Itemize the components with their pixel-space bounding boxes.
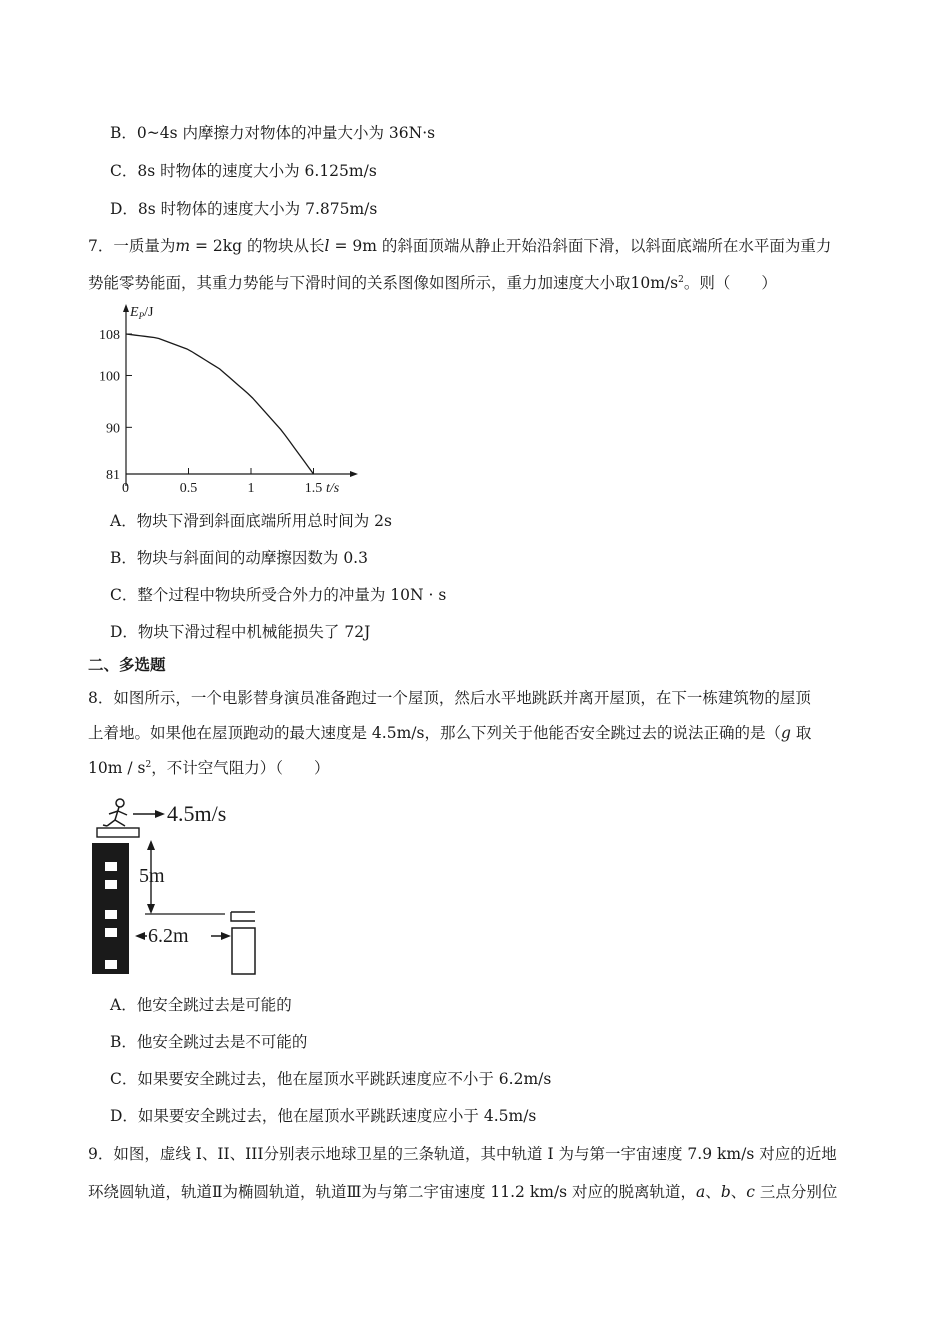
q7-length-value: = 9m: [329, 237, 377, 255]
q7-text: 的斜面顶端从静止开始沿斜面下滑，以斜面底端所在水平面为重力: [376, 237, 832, 255]
height-arrow-bottom: [147, 904, 155, 914]
q8-text: 取: [790, 724, 812, 742]
x-tick-label: 1.5: [304, 481, 323, 496]
q7-mass-value: = 2kg: [190, 237, 243, 255]
q9-sep: 、: [730, 1183, 747, 1201]
q8-option-b: B．他安全跳过去是不可能的: [110, 1033, 308, 1051]
q8-stem-line1: 8．如图所示，一个电影替身演员准备跑过一个屋顶，然后水平地跳跃并离开屋顶，在下一栋建筑物的屋顶: [88, 689, 811, 707]
ep-curve: [126, 334, 314, 474]
x-axis-arrow: [350, 471, 358, 477]
q7-text: 7．一质量为: [88, 237, 176, 255]
q7-length-var: l: [324, 237, 330, 255]
q6-option-c: C．8s 时物体的速度大小为 6.125m/s: [110, 162, 377, 180]
q8-text: 上着地。如果他在屋顶跑动的最大速度是 4.5m/s，那么下列关于他能否安全跳过去的说法正确的是（: [88, 724, 781, 742]
q7-text: 。则（ ）: [683, 274, 777, 292]
q7-mass-var: m: [175, 237, 191, 255]
q9-sep: 、: [705, 1183, 721, 1201]
speed-arrow-head: [155, 810, 165, 818]
building-window: [105, 960, 117, 969]
q9-text: 三点分别位: [754, 1183, 838, 1201]
section-title: 二、多选题: [88, 655, 166, 674]
y-axis-arrow: [123, 304, 129, 312]
q9-text: 环绕圆轨道，轨道Ⅱ为椭圆轨道，轨道Ⅲ为与第二宇宙速度 11.2 km/s 对应的脱离轨道，: [88, 1183, 697, 1201]
building-window: [105, 928, 117, 937]
q7-option-a: A．物块下滑到斜面底端所用总时间为 2s: [110, 512, 392, 530]
building-window: [105, 880, 117, 889]
q7-stem-line2: [88, 273, 777, 293]
q7-option-d: D．物块下滑过程中机械能损失了 72J: [110, 623, 371, 641]
q8-g-exp: 2: [145, 760, 152, 770]
x-axis-label: t/s: [326, 481, 340, 496]
q8-option-d: D．如果要安全跳过去，他在屋顶水平跳跃速度应小于 4.5m/s: [110, 1107, 537, 1125]
q7-option-c: C．整个过程中物块所受合外力的冲量为 10N · s: [110, 586, 447, 604]
q8-text: ，不计空气阻力）（ ）: [151, 759, 330, 777]
y-tick-label: 108: [99, 328, 120, 343]
q7-option-b: B．物块与斜面间的动摩擦因数为 0.3: [110, 549, 368, 567]
distance-arrow-right: [221, 932, 231, 940]
q9-stem-line2: [88, 1182, 837, 1202]
runner-icon: [103, 799, 127, 826]
y-tick-label: 100: [99, 369, 120, 385]
building-window: [105, 910, 117, 919]
origin-label: 0: [122, 481, 129, 496]
q9-stem-line1: 9．如图，虚线 I、II、III分别表示地球卫星的三条轨道，其中轨道 I 为与第一宇宙速度 7.9 km/s 对应的近地: [88, 1145, 837, 1163]
q7-g-exp: 2: [678, 275, 684, 285]
q8-stem-line2: [88, 723, 811, 743]
q8-g-var: g: [780, 724, 791, 742]
q9-point-a: a: [696, 1183, 706, 1201]
q7-g-value: 10m/s: [630, 274, 679, 292]
y-axis-label: $E_P/J$: [130, 305, 154, 321]
q7-text: 的物块从长: [242, 237, 325, 255]
x-tick-label: 0.5: [179, 481, 198, 496]
building-window: [105, 862, 117, 871]
q8-stem-line3: [88, 758, 329, 778]
y-tick-label: 90: [106, 421, 120, 437]
q6-option-b: B．0~4s 内摩擦力对物体的冲量大小为 36N·s: [110, 124, 436, 142]
y-tick-label: 81: [106, 468, 120, 483]
short-roof: [231, 912, 255, 921]
q9-point-c: c: [746, 1183, 755, 1201]
q7-stem-line1: [88, 236, 831, 256]
distance-label: 6.2m: [148, 925, 189, 947]
height-arrow-top: [147, 840, 155, 850]
q6-option-d: D．8s 时物体的速度大小为 7.875m/s: [110, 200, 378, 218]
height-label: 5m: [139, 865, 165, 887]
ep-time-chart: [88, 300, 368, 500]
q8-option-c: C．如果要安全跳过去，他在屋顶水平跳跃速度应不小于 6.2m/s: [110, 1070, 552, 1088]
speed-label: 4.5m/s: [167, 801, 227, 826]
q8-g-value: 10m / s: [88, 759, 146, 777]
jump-figure: [85, 790, 345, 980]
x-tick-label: 1: [247, 481, 255, 496]
distance-arrow-left: [135, 932, 145, 940]
q8-option-a: A．他安全跳过去是可能的: [110, 996, 292, 1014]
q7-text: 势能零势能面，其重力势能与下滑时间的关系图像如图所示，重力加速度大小取: [88, 274, 631, 292]
q9-point-b: b: [720, 1183, 731, 1201]
roof-ledge: [97, 828, 139, 837]
short-building: [232, 928, 255, 974]
